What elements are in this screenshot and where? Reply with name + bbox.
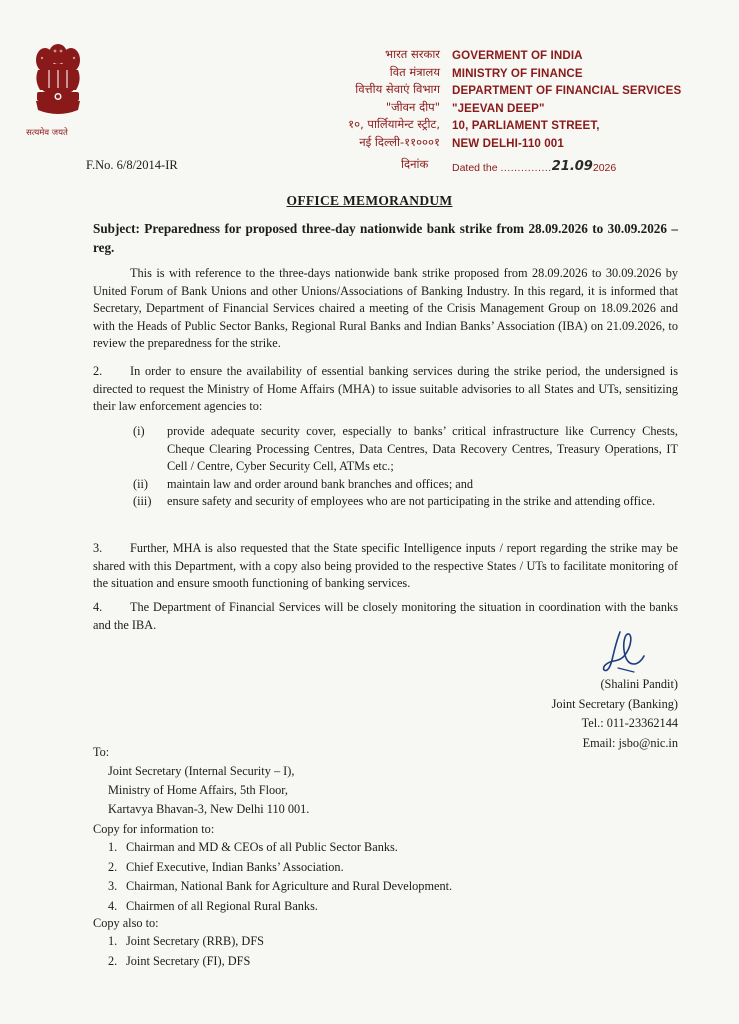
- handwritten-signature: [598, 628, 648, 676]
- address-line: Ministry of Home Affairs, 5th Floor,: [108, 783, 288, 797]
- list-item-number: 1.: [108, 840, 118, 854]
- paragraph-number: 3.: [93, 541, 103, 555]
- signatory-block: [552, 675, 678, 753]
- list-item-number: 2.: [108, 953, 118, 968]
- list-item: [108, 858, 452, 878]
- paragraph-4: [93, 599, 678, 634]
- letterhead-english-line: "JEEVAN DEEP": [452, 101, 545, 115]
- paragraph-text: The Department of Financial Services will be closely monitoring the situation in coordination with the banks and the IBA.: [93, 600, 678, 632]
- memo-title: OFFICE MEMORANDUM: [286, 193, 453, 208]
- list-item-text: Joint Secretary (RRB), DFS: [126, 934, 264, 948]
- list-item: [133, 476, 678, 494]
- paragraph-2: [93, 363, 678, 416]
- letterhead-hindi-line: वित मंत्रालय: [389, 64, 440, 79]
- list-item-number: (iii): [133, 494, 152, 508]
- copy-info-label: Copy for information to:: [93, 822, 215, 836]
- signatory-designation: Joint Secretary (Banking): [551, 696, 678, 711]
- list-item-text: Chairman, National Bank for Agriculture and Rural Development.: [126, 879, 453, 893]
- list-item-number: 4.: [108, 898, 118, 913]
- letterhead-hindi-line: वित्तीय सेवाएं विभाग: [355, 82, 440, 96]
- copy-info-list: [108, 838, 452, 916]
- paragraph-number: 2.: [93, 364, 103, 378]
- copy-also-label: Copy also to:: [93, 916, 159, 930]
- list-item-text: Joint Secretary (FI), DFS: [126, 953, 251, 968]
- letterhead-hindi-line: १०, पार्लियामेन्ट स्ट्रीट,: [348, 117, 440, 131]
- paragraph-text: In order to ensure the availability of essential banking services during the strike period, the undersigned is directed to request the Ministry of Home Affairs (MHA) to issue suitable advisories to all States and UTs, sensitizing their law enforcement agencies to:: [93, 364, 678, 413]
- list-item: [108, 932, 264, 952]
- date-year: 2026: [592, 162, 617, 174]
- signatory-name: (Shalini Pandit): [600, 677, 678, 691]
- list-item-text: Chief Executive, Indian Banks’ Association.: [126, 859, 344, 874]
- list-item: [108, 897, 452, 917]
- date-label: Dated the: [452, 162, 498, 174]
- to-label: To:: [93, 745, 110, 759]
- list-item: [108, 952, 264, 972]
- list-item-number: (i): [133, 424, 145, 438]
- letterhead-hindi-line: नई दिल्ली-११०००१: [359, 134, 440, 149]
- letterhead-hindi-line: "जीवन दीप": [385, 99, 440, 114]
- date-dots: ...............: [500, 162, 552, 174]
- list-item-text: provide adequate security cover, especially to banks’ critical infrastructure like Currency Chests, Cheque Clearing Processing Centres, Data Centres, Data Recovery Centres, Treasury Operations, IT Cell / Centre, Cyber Security Cell, ATMs etc.;: [167, 424, 678, 473]
- file-number: F.No. 6/8/2014-IR: [86, 158, 178, 172]
- emblem-motto: सत्यमेव जयते: [26, 128, 68, 138]
- list-item: [133, 423, 678, 476]
- lion-capital-icon: [28, 40, 88, 124]
- letterhead-english-line: 10, PARLIAMENT STREET,: [452, 119, 600, 132]
- letterhead-english-line: GOVERMENT OF INDIA: [452, 49, 583, 62]
- memo-subject: Subject: Preparedness for proposed three-day nationwide bank strike from 28.09.2026 to 30.09.2026 – reg.: [93, 221, 678, 255]
- date-handwritten: 21.09: [551, 159, 593, 174]
- recipient-address: [108, 762, 309, 819]
- paragraph-3: [93, 540, 678, 593]
- list-item: [108, 838, 452, 858]
- signatory-email: Email: jsbo@nic.in: [582, 735, 678, 750]
- list-item-number: (ii): [133, 476, 149, 491]
- letterhead-english-line: MINISTRY OF FINANCE: [452, 66, 583, 80]
- letterhead-english-line: DEPARTMENT OF FINANCIAL SERVICES: [452, 84, 682, 97]
- date-line: [452, 160, 616, 175]
- paragraph-1: This is with reference to the three-days nationwide bank strike proposed from 28.09.2026 to 30.09.2026 by United Forum of Bank Unions and other Unions/Associations of Banking Industry. In this regard, it is informed that Secretary, Department of Financial Services chaired a meeting of the Crisis Management Group on 18.09.2026 and with the Heads of Public Sector Banks, Regional Rural Banks and Indian Banks’ Association (IBA) on 21.09.2026, to review the preparedness for the strike.: [93, 266, 678, 350]
- list-item-text: Chairman and MD & CEOs of all Public Sector Banks.: [126, 840, 398, 854]
- list-item-number: 2.: [108, 859, 118, 874]
- paragraph-text: Further, MHA is also requested that the State specific Intelligence inputs / report regarding the strike may be shared with this Department, with a copy also being provided to the respective States / UTs to facilitate monitoring of the situation and ensure smooth functioning of banking services.: [93, 541, 678, 590]
- signatory-phone: Tel.: 011-23362144: [581, 716, 678, 730]
- list-item-number: 3.: [108, 879, 118, 893]
- date-label-hindi: दिनांक: [401, 157, 429, 171]
- list-item-text: maintain law and order around bank branches and offices; and: [167, 476, 474, 491]
- address-line: Joint Secretary (Internal Security – I),: [108, 764, 295, 778]
- list-item-number: 1.: [108, 934, 118, 948]
- letterhead-english: [452, 47, 681, 152]
- address-line: Kartavya Bhavan-3, New Delhi 110 001.: [108, 802, 310, 816]
- letterhead-hindi-line: भारत सरकार: [385, 47, 440, 61]
- list-item-text: Chairmen of all Regional Rural Banks.: [126, 898, 318, 913]
- list-item: [133, 493, 678, 511]
- copy-also-list: [108, 932, 264, 971]
- letterhead-english-line: NEW DELHI-110 001: [452, 136, 564, 150]
- paragraph-number: 4.: [93, 600, 103, 614]
- list-item-text: ensure safety and security of employees who are not participating in the strike and attending office.: [167, 494, 656, 508]
- list-item: [108, 877, 452, 897]
- letterhead-hindi: [348, 46, 440, 151]
- advisory-list: [133, 423, 678, 511]
